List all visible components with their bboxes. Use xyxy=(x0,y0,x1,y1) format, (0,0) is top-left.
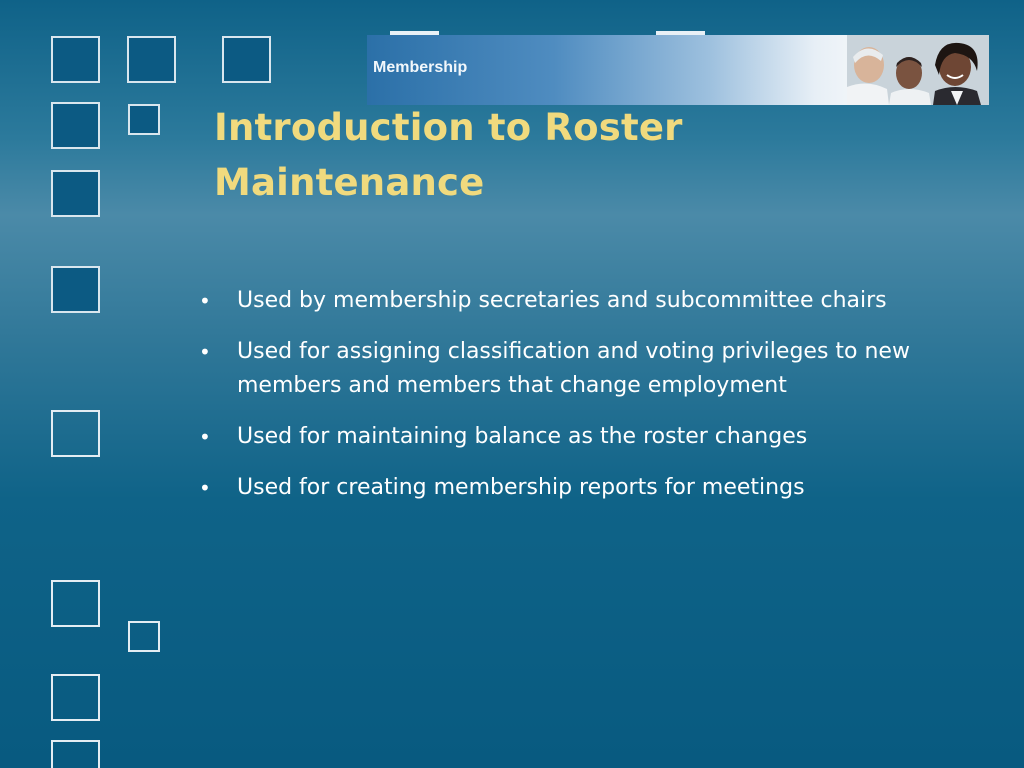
bullet-icon: • xyxy=(199,476,211,500)
decor-square xyxy=(51,102,100,149)
title-line-2: Maintenance xyxy=(214,161,485,204)
decor-square xyxy=(51,740,100,768)
bullet-icon: • xyxy=(199,340,211,364)
slide-title xyxy=(214,100,683,210)
bullet-text: Used by membership secretaries and subcommittee chairs xyxy=(237,288,887,313)
decor-square xyxy=(51,36,100,83)
bullet-item xyxy=(197,420,937,454)
banner-label: Membership xyxy=(373,59,468,76)
bullet-text: Used for creating membership reports for meetings xyxy=(237,475,805,500)
bullet-item xyxy=(197,471,937,505)
decor-square xyxy=(51,266,100,313)
decor-square xyxy=(127,36,176,83)
decor-square xyxy=(222,36,271,83)
bullet-item xyxy=(197,335,937,403)
bullet-icon: • xyxy=(199,425,211,449)
people-photo xyxy=(847,35,989,105)
decor-square xyxy=(51,410,100,457)
bullet-item xyxy=(197,284,937,318)
membership-banner xyxy=(367,35,989,105)
bullet-list xyxy=(197,284,937,522)
decor-square xyxy=(51,674,100,721)
decor-square xyxy=(128,621,160,652)
bullet-text: Used for assigning classification and voting privileges to new members and members that change employment xyxy=(237,339,910,398)
decor-square xyxy=(128,104,160,135)
bullet-text: Used for maintaining balance as the roster changes xyxy=(237,424,808,449)
decor-square xyxy=(51,170,100,217)
bullet-icon: • xyxy=(199,289,211,313)
decor-square xyxy=(51,580,100,627)
title-line-1: Introduction to Roster xyxy=(214,106,683,149)
